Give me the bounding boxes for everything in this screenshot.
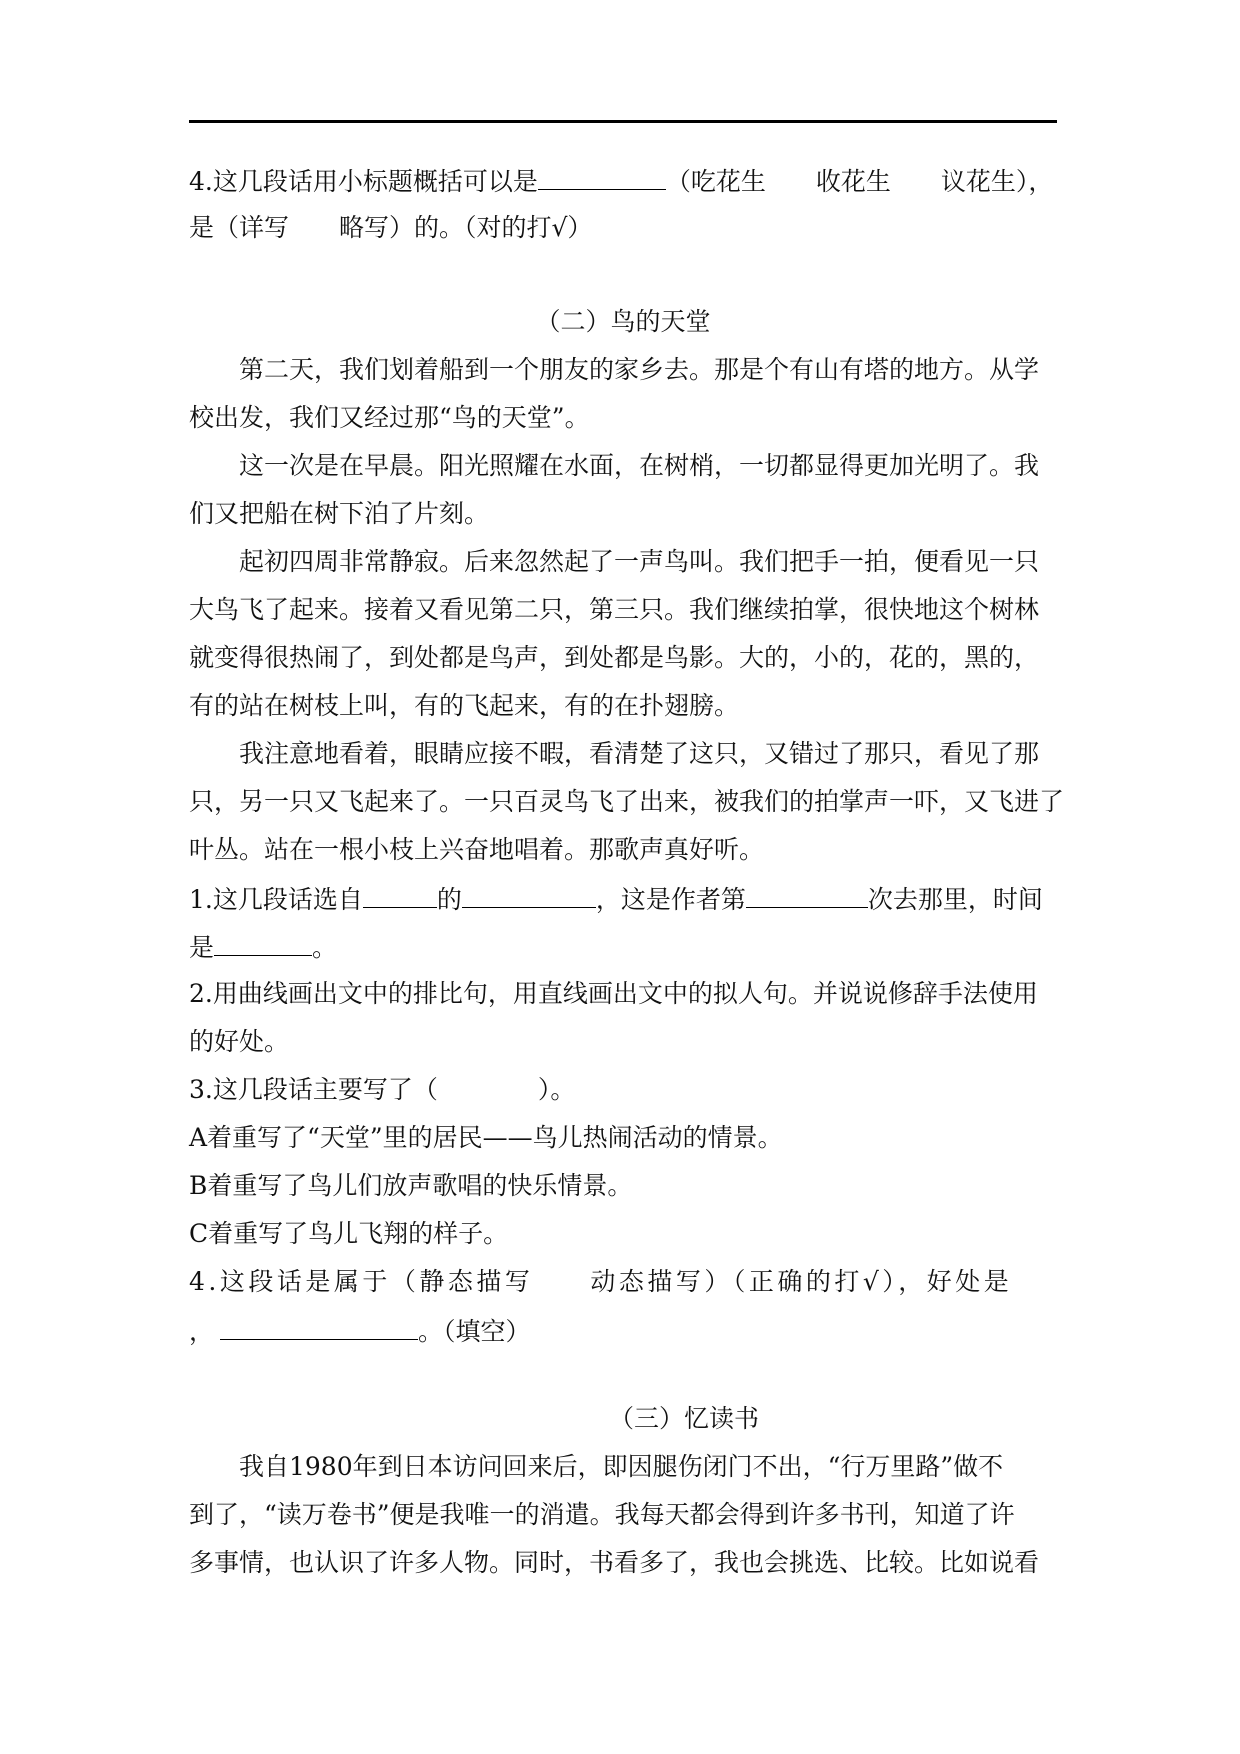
s2-q3-line: 3.这几段话主要写了（ ）。 (189, 1075, 576, 1104)
passage-2-line: 有的站在树枝上叫，有的飞起来，有的在扑翅膀。 (189, 691, 740, 720)
q4-prefix: 4.这几段话用小标题概括可以是 (189, 167, 538, 196)
passage-2-line: 叶丛。站在一根小枝上兴奋地唱着。那歌声真好听。 (189, 835, 765, 864)
s2-q1-text: ，这是作者第 (595, 885, 746, 914)
passage-3-line: 多事情，也认识了许多人物。同时，书看多了，我也会挑选、比较。比如说看 (189, 1548, 1040, 1577)
passage-2-line: 们又把船在树下泊了片刻。 (189, 499, 490, 528)
passage-2-line: 起初四周非常静寂。后来忽然起了一声鸟叫。我们把手一拍，便看见一只 (189, 547, 1040, 576)
passage-2-line: 只，另一只又飞起来了。一只百灵鸟飞了出来，被我们的拍掌声一吓，又飞进了 (189, 787, 1065, 816)
passage-3-line: 到了，“读万卷书”便是我唯一的消遣。我每天都会得到许多书刊，知道了许 (189, 1500, 1015, 1529)
s2-q1-text: 次去那里，时间 (867, 885, 1043, 914)
section-3-title: （三）忆读书 (608, 1404, 759, 1433)
s2-q3-option-c: C着重写了鸟儿飞翔的样子。 (189, 1219, 509, 1248)
s2-q4-blank-benefit[interactable] (220, 1313, 418, 1340)
passage-2-line: 这一次是在早晨。阳光照耀在水面，在树梢，一切都显得更加光明了。我 (189, 451, 1040, 480)
s2-q4-text: ， (189, 1317, 215, 1346)
s2-q4-text: 。（填空） (418, 1317, 531, 1346)
section-2-title: （二）鸟的天堂 (535, 307, 711, 336)
passage-2-line: 第二天，我们划着船到一个朋友的家乡去。那是个有山有塔的地方。从学 (189, 355, 1040, 384)
s2-q1-text: 1.这几段话选自 (189, 885, 363, 914)
passage-2-line: 就变得很热闹了，到处都是鸟声，到处都是鸟影。大的，小的，花的，黑的， (189, 643, 1040, 672)
passage-2-line: 我注意地看着，眼睛应接不暇，看清楚了这只，又错过了那只，看见了那 (189, 739, 1040, 768)
s2-q1-blank-times[interactable] (746, 881, 868, 908)
q4-line-1 (189, 163, 1057, 199)
header-rule (189, 120, 1057, 123)
s2-q1-blank-time[interactable] (214, 929, 312, 956)
s2-q2-line: 2.用曲线画出文中的排比句，用直线画出文中的拟人句。并说说修辞手法使用 (189, 979, 1038, 1008)
s2-q1-text: 的 (436, 885, 462, 914)
s2-q1-line-1 (189, 881, 1057, 917)
s2-q3-option-a: A着重写了“天堂”里的居民——鸟儿热闹活动的情景。 (189, 1123, 783, 1152)
passage-3-line: 我自1980年到日本访问回来后，即因腿伤闭门不出，“行万里路”做不 (189, 1452, 1004, 1481)
s2-q1-text: 是 (189, 933, 215, 962)
s2-q1-text: 。 (312, 933, 338, 962)
q4-line-2: 是（详写 略写）的。（对的打√） (189, 213, 593, 242)
s2-q1-line-2 (189, 929, 1057, 965)
s2-q4-line-2 (189, 1313, 1057, 1349)
q4-answer-blank[interactable] (538, 163, 666, 190)
s2-q2-line: 的好处。 (189, 1027, 290, 1056)
passage-2-line: 大鸟飞了起来。接着又看见第二只，第三只。我们继续拍掌，很快地这个树林 (189, 595, 1040, 624)
s2-q4-line-1: 4.这段话是属于（静态描写 动态描写）（正确的打√），好处是 (189, 1267, 1013, 1296)
passage-2-line: 校出发，我们又经过那“鸟的天堂”。 (189, 403, 590, 432)
s2-q1-blank-source[interactable] (363, 881, 437, 908)
s2-q3-option-b: B着重写了鸟儿们放声歌唱的快乐情景。 (189, 1171, 633, 1200)
q4-options: （吃花生 收花生 议花生）， (665, 167, 1054, 196)
s2-q1-blank-title[interactable] (462, 881, 596, 908)
